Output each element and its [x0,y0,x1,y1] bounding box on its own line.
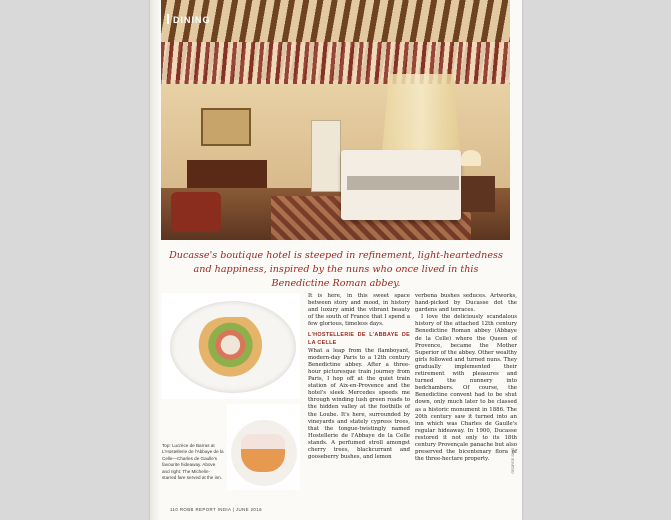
article-paragraph: What a leap from the flamboyant, modern-day Paris to a 12th century Benedictine abbey. After a three-hour picturesque train journey from Paris, I hop off at the quiet train station of Aix-en-Provence and the hotel's sleek Mercedes speeds me through winding lush green roads to the hidden valley at the foothills of the Loube. It's here, surrounded by vineyards and stately cypress trees, that the tongue-twistingly named Hostellerie de l'Abbaye de la Celle stands. A perfumed stroll amongst cherry trees, blackcurrant and gooseberry bushes, and lemon [308,347,410,461]
article-paragraph: I love the deliciously scandalous history of the attached 12th century Benedictine Roman abbey (Abbaye de la Celle) where the Queen of Provence, became the Mother Superior of the abbey. Other wealthy girls followed and turned nuns. They gradually implemented their retirement with pleasures and turned the nunnery into bedchambers. Of course, the Benedictine convent had to be shut down, only much later to be classed as a historic monument in 1886. The 20th century saw it turned into an inn which was Charles de Gaulle's regular hideaway. In 1900, Ducasse restored it not only to its 18th century Provençale panache but also preserved the bicentenary flora of the three-hectare property. [415,314,517,463]
ceiling-tiles [161,42,510,84]
door [311,120,341,192]
article-subhead: L'HOSTELLERIE DE L'ABBAYE DE LA CELLE [308,332,410,346]
main-caption: Ducasse's boutique hotel is steeped in refinement, light-heartedness and happiness, inspired by the nuns who once lived in this Benedictine Roman abbey. [169,250,503,289]
photo-credit: GEORGE SMIS [511,448,515,474]
magazine-page [150,0,522,520]
dessert [241,434,285,472]
dish [198,317,270,379]
page-footer: 110 ROBB REPORT INDIA | JUNE 2016 [170,507,262,512]
food-caption: Top: Lucrèce de Barras at L'Hostellerie de l'Abbaye de la Celle—Charles de Gaulle's favourite hideaway. Above and right: The Michelin-starred fare served at the inn. [162,443,224,481]
food-photo-top [162,293,300,399]
side-table [461,176,495,212]
article-paragraph: verbena bushes seduces. Artworks, hand-picked by Ducasse dot the gardens and terraces. [415,293,517,314]
lamp [461,150,481,166]
article-intro: It is here, in this sweet space between story and mood, in history and luxury amid the vibrant beauty of the south of France that I spend a few glorious, timeless days. [308,293,410,328]
article-column-1 [308,293,410,461]
wall-painting [201,108,251,146]
article-column-2 [415,293,517,463]
armchair [171,192,221,232]
section-label [167,14,211,25]
section-label-text: DINING [173,15,211,25]
hero-photo [161,0,510,240]
page-edge [150,0,160,520]
desk [187,160,267,188]
section-bar [167,14,169,24]
food-photo-bottom [227,404,300,490]
bed-throw [347,176,459,190]
